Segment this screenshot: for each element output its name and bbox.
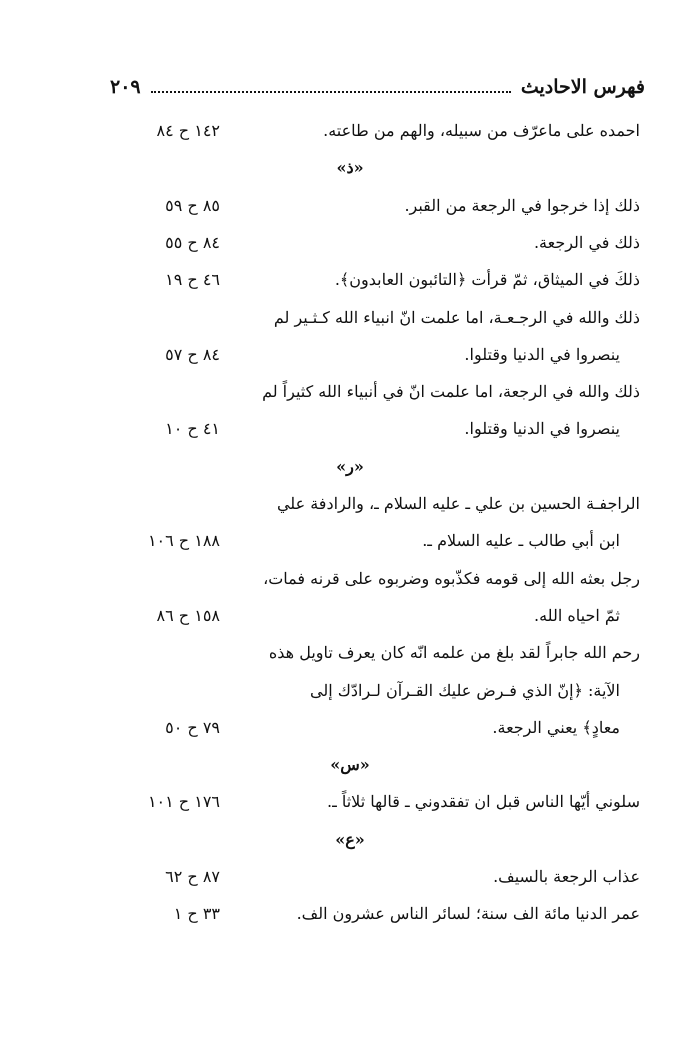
- hadith-text: عذاب الرجعة بالسيف.: [493, 867, 640, 886]
- page-reference: ٨٤ ح ٥٧: [165, 344, 220, 364]
- page-reference: ٤١ ح ١٠: [165, 419, 220, 439]
- page-reference: ٣٣ ح ١: [173, 904, 220, 924]
- page-header: [110, 72, 645, 102]
- hadith-text: رجل بعثه الله إلى قومه فكذّبوه وضربوه على قرنه فمات،: [263, 568, 640, 588]
- hadith-text: ذلك إذا خرجوا في الرجعة من القبر.: [404, 195, 640, 215]
- hadith-text: ذلك والله في الرجعة، اما علمت انّ في أنبياء الله كثيراً لم: [262, 382, 640, 402]
- page-reference: ٨٥ ح ٥٩: [165, 195, 220, 215]
- hadith-text: ينصروا في الدنيا وقتلوا.: [464, 419, 620, 439]
- page-reference: ٤٦ ح ١٩: [165, 270, 220, 290]
- page-title: فهرس الاحاديث: [520, 76, 645, 98]
- hadith-text: رحم الله جابراً لقد بلغ من علمه انّه كان يعرف تاويل هذه: [268, 643, 640, 663]
- section-heading-row: [0, 823, 700, 857]
- hadith-text: ثمّ احياه الله.: [534, 605, 620, 625]
- section-letter: «س»: [330, 755, 370, 775]
- hadith-text: ذلك في الرجعة.: [533, 232, 640, 252]
- section-heading-row: [0, 748, 700, 782]
- index-entry: [0, 375, 700, 409]
- index-entry-continuation: [0, 338, 700, 372]
- index-entry: [0, 263, 700, 297]
- index-entry-continuation: [0, 674, 700, 708]
- page-reference: ١٧٦ ح ١٠١: [147, 792, 220, 812]
- index-entry: [0, 226, 700, 260]
- section-heading-row: [0, 450, 700, 484]
- page-reference: ٨٧ ح ٦٢: [165, 867, 220, 886]
- index-entry: [0, 897, 700, 931]
- hadith-text: ذلك والله في الرجـعـة، اما علمت انّ انبياء الله كـثـير لم: [273, 307, 640, 327]
- hadith-text: ابن أبي طالب ـ عليه السلام ـ.: [422, 531, 620, 551]
- index-entry: [0, 487, 700, 521]
- page-number: ٢٠٩: [110, 76, 141, 98]
- hadith-text: احمده على ماعرّف من سبيله، والهم من طاعته.: [323, 121, 640, 140]
- section-heading-row: [0, 151, 700, 185]
- hadith-text: معادٍ﴾ يعني الرجعة.: [492, 717, 620, 737]
- section-letter: «ذ»: [336, 158, 364, 178]
- page-reference: ١٤٢ ح ٨٤: [156, 121, 220, 140]
- hadith-text: ذلكَ في الميثاق، ثمّ قرأت ﴿التائبون العابدون﴾.: [334, 270, 640, 290]
- index-entry-continuation: [0, 711, 700, 745]
- index-entry-continuation: [0, 412, 700, 446]
- index-entry: [0, 636, 700, 670]
- hadith-text: ينصروا في الدنيا وقتلوا.: [464, 344, 620, 364]
- page-reference: ١٥٨ ح ٨٦: [156, 605, 220, 625]
- page-reference: ١٨٨ ح ١٠٦: [147, 531, 220, 551]
- index-entry-continuation: [0, 524, 700, 558]
- hadith-text: الآية: ﴿إنّ الذي فـرض عليك القـرآن لـرادّك إلى: [310, 680, 620, 700]
- page-reference: ٨٤ ح ٥٥: [165, 232, 220, 252]
- section-letter: «ع»: [335, 829, 365, 849]
- index-entry: [0, 785, 700, 819]
- index-entry: [0, 301, 700, 335]
- index-entry: [0, 562, 700, 596]
- page-reference: ٧٩ ح ٥٠: [165, 717, 220, 737]
- hadith-text: عمر الدنيا مائة الف سنة؛ لسائر الناس عشرون الف.: [296, 904, 640, 924]
- index-entry: [0, 114, 700, 148]
- index-entry-continuation: [0, 599, 700, 633]
- section-letter: «ر»: [336, 456, 364, 476]
- hadith-text: الراجفـة الحسين بن علي ـ عليه السلام ـ، والرادفة علي: [276, 494, 640, 513]
- header-dotted-leader: [151, 91, 511, 93]
- index-entry: [0, 860, 700, 894]
- hadith-text: سلوني أيّها الناس قبل ان تفقدوني ـ قالها ثلاثاً ـ.: [326, 792, 640, 812]
- index-entry: [0, 189, 700, 223]
